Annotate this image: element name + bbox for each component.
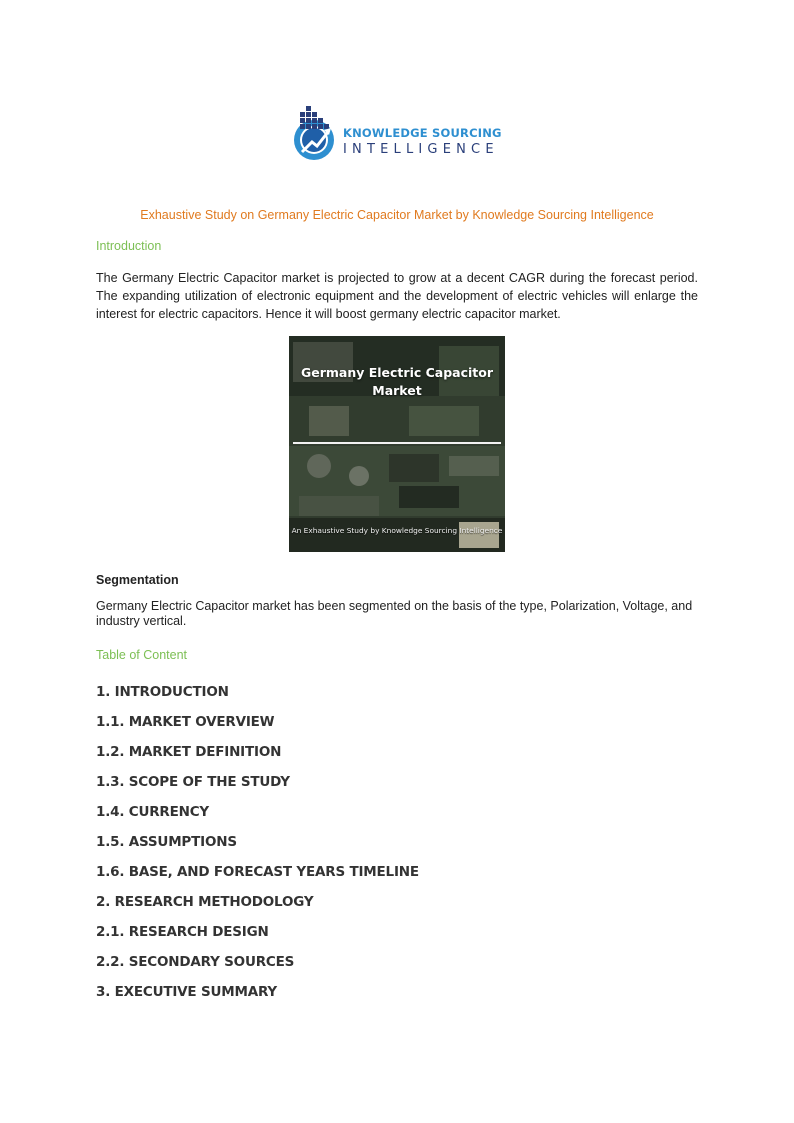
logo-text-bottom: INTELLIGENCE bbox=[343, 142, 499, 157]
cover-divider bbox=[293, 442, 501, 444]
toc-item: 1. INTRODUCTION bbox=[96, 684, 229, 700]
toc-item: 2.2. SECONDARY SOURCES bbox=[96, 954, 295, 970]
toc-item: 2. RESEARCH METHODOLOGY bbox=[96, 894, 314, 910]
toc-item: 3. EXECUTIVE SUMMARY bbox=[96, 984, 277, 1000]
logo-text-top: KNOWLEDGE SOURCING bbox=[343, 126, 502, 140]
toc-item: 1.5. ASSUMPTIONS bbox=[96, 834, 237, 850]
toc-item: 2.1. RESEARCH DESIGN bbox=[96, 924, 269, 940]
toc-item: 1.4. CURRENCY bbox=[96, 804, 210, 820]
toc-item: 1.6. BASE, AND FORECAST YEARS TIMELINE bbox=[96, 864, 419, 880]
toc-heading: Table of Content bbox=[96, 648, 188, 662]
cover-subtitle: An Exhaustive Study by Knowledge Sourcing Intelligence bbox=[291, 526, 503, 535]
toc-item: 1.2. MARKET DEFINITION bbox=[96, 744, 282, 760]
toc-item: 1.1. MARKET OVERVIEW bbox=[96, 714, 275, 730]
segmentation-heading: Segmentation bbox=[96, 573, 179, 587]
segmentation-paragraph: Germany Electric Capacitor market has been segmented on the basis of the type, Polarization, Voltage, and industry vertical. bbox=[96, 599, 693, 628]
document-title: Exhaustive Study on Germany Electric Capacitor Market by Knowledge Sourcing Intelligence bbox=[140, 208, 654, 222]
introduction-heading: Introduction bbox=[96, 239, 162, 253]
cover-title: Germany Electric Capacitor Market bbox=[300, 365, 494, 398]
introduction-paragraph: The Germany Electric Capacitor market is projected to grow at a decent CAGR during the forecast period. The expanding utilization of electronic equipment and the development of electric vehicles will enlarge the interest for electric capacitors. Hence it will boost germany electric capacitor market. bbox=[96, 271, 698, 321]
company-logo bbox=[290, 102, 510, 166]
cover-image bbox=[289, 336, 505, 552]
table-of-contents bbox=[96, 684, 419, 1014]
toc-item: 1.3. SCOPE OF THE STUDY bbox=[96, 774, 290, 790]
logo-mark-icon bbox=[290, 102, 342, 166]
